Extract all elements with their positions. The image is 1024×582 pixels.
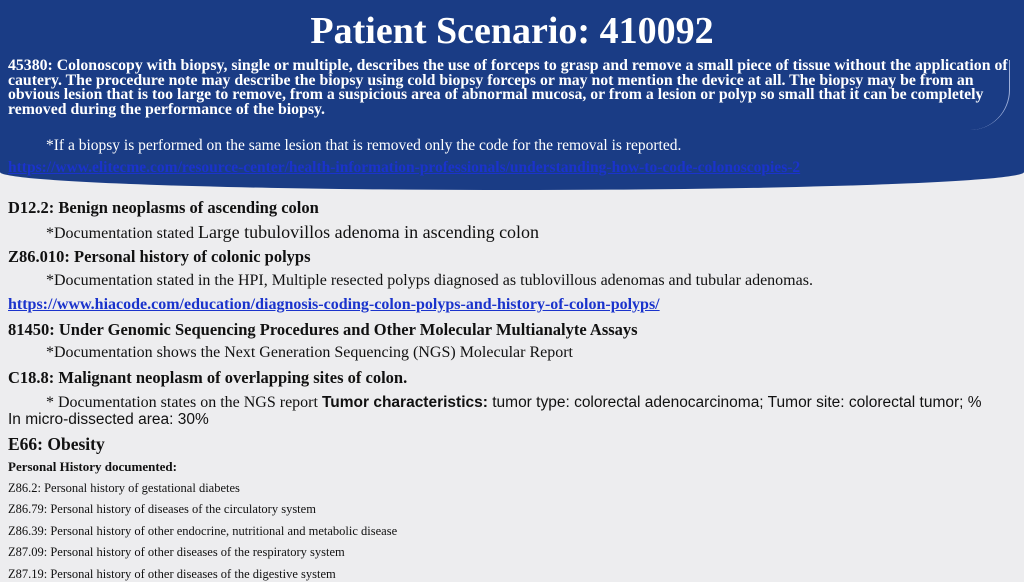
code-z86-010: Z86.010: Personal history of colonic polyps bbox=[8, 247, 311, 266]
history-item: Z86.39: Personal history of other endocrine, nutritional and metabolic disease bbox=[8, 524, 398, 538]
code-d12-2: D12.2: Benign neoplasms of ascending colon bbox=[8, 198, 319, 217]
page-title: Patient Scenario: 410092 bbox=[310, 10, 714, 52]
hiacode-link[interactable]: https://www.hiacode.com/education/diagnosis-coding-colon-polyps-and-history-of-colon-polyps/ bbox=[8, 296, 660, 313]
code-e66: E66: Obesity bbox=[8, 434, 105, 454]
procedure-note: *If a biopsy is performed on the same lesion that is removed only the code for the removal is reported. bbox=[46, 137, 682, 154]
note-81450: *Documentation shows the Next Generation Sequencing (NGS) Molecular Report bbox=[46, 344, 573, 361]
history-item: Z86.79: Personal history of diseases of the circulatory system bbox=[8, 502, 316, 516]
history-item: Z87.09: Personal history of other diseases of the respiratory system bbox=[8, 545, 345, 559]
note-c18-8: * Documentation states on the NGS report Tumor characteristics: tumor type: colorectal adenocarcinoma; Tumor site: colorectal tumor; % In micro-dissected area: 30% bbox=[8, 394, 982, 428]
history-item: Z86.2: Personal history of gestational diabetes bbox=[8, 481, 240, 495]
procedure-description: 45380: Colonoscopy with biopsy, single or multiple, describes the use of forceps to grasp and remove a small piece of tissue without the application of cautery. The procedure note may describe the biopsy using cold biopsy forceps or may not mention the device at all. The biopsy may be from an obvious lesion that is too large to remove, from a suspicious area of abnormal mucosa, or from a lesion or polyp so small that it can be completely removed during the performance of the biopsy. bbox=[8, 57, 1008, 118]
elitecme-link[interactable]: https://www.elitecme.com/resource-center/health-information-professionals/understanding-how-to-code-colonoscopies-2 bbox=[8, 159, 801, 176]
note-z86-010: *Documentation stated in the HPI, Multiple resected polyps diagnosed as tublovillous adenomas and tubular adenomas. bbox=[46, 272, 813, 289]
history-heading: Personal History documented: bbox=[8, 459, 177, 474]
note-d12-2: *Documentation stated Large tubulovillos adenoma in ascending colon bbox=[46, 222, 540, 242]
code-81450: 81450: Under Genomic Sequencing Procedures and Other Molecular Multianalyte Assays bbox=[8, 320, 638, 339]
history-item: Z87.19: Personal history of other diseases of the digestive system bbox=[8, 567, 336, 581]
code-c18-8: C18.8: Malignant neoplasm of overlapping sites of colon. bbox=[8, 368, 408, 387]
